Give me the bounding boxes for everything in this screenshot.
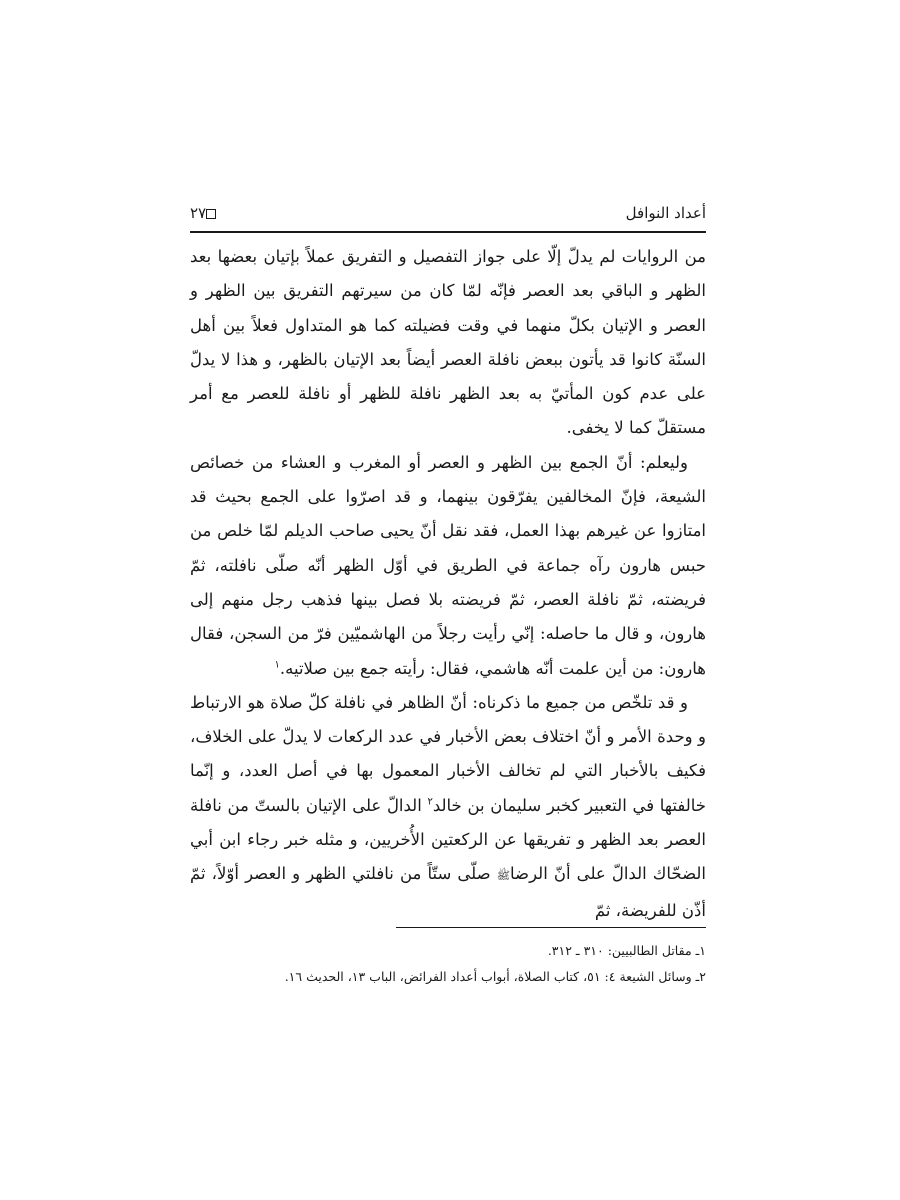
paragraph-3-text-b: الدالّ على الإتيان بالستّ من نافلة العصر بعد الظهر و تفريقها عن الركعتين الأُخريين، و مثله خبر رجاء ابن أبي الضحّاك الدالّ على أنّ الرضا (190, 795, 706, 884)
footnote-1: ١ـ مقاتل الطالبيين: ٣١٠ ـ ٣١٢. (547, 943, 706, 958)
paragraph-2 (190, 446, 706, 686)
running-title: أعداد النوافل (625, 204, 706, 222)
paragraph-3 (190, 686, 706, 928)
footnote-2: ٢ـ وسائل الشيعة ٤: ٥١، كتاب الصلاة، أبواب أعداد الفرائض، الباب ١٣، الحديث ١٦. (284, 969, 706, 984)
page-number-block (190, 204, 222, 222)
footnotes (190, 938, 706, 990)
page-header (190, 198, 706, 228)
footnote-ref-2: ٢ (427, 796, 433, 808)
paragraph-3-text-c: صلّى ستّاً من نافلتي الظهر و العصر أوّلاً، ثمّ أذّن للفريضة، ثمّ (190, 864, 706, 920)
header-rule (190, 231, 706, 233)
footnote-ref-1: ١ (274, 659, 280, 671)
paragraph-3-text-a: و قد تلخّص من جميع ما ذكرناه: أنّ الظاهر في نافلة كلّ صلاة هو الارتباط و وحدة الأمر و أنّ اختلاف بعض الأخبار في عدد الركعات لا يدلّ على الخلاف، فكيف بالأخبار التي لم تخالف الأخبار المعمول بها في أصل العدد، و إنّما خالفتها في التعبير كخبر سليمان بن خالد (190, 692, 706, 815)
square-bullet-icon (206, 209, 216, 219)
paragraph-2-text: وليعلم: أنّ الجمع بين الظهر و العصر أو المغرب و العشاء من خصائص الشيعة، فإنّ المخالفين يفرّقون بينهما، و قد اصرّوا على الجمع بحيث قد امتازوا عن غيرهم بهذا العمل، فقد نقل أنّ يحيى صاحب الديلم لمّا خلص من حبس هارون رآه جماعة في الطريق في أوّل الظهر أنّه صلّى نافلته، ثمّ فريضته، ثمّ نافلة العصر، ثمّ فريضته بلا فصل بينها فذهب رجل منهم إلى هارون، و قال ما حاصله: إنّي رأيت رجلاً من الهاشميّين فرّ من السجن، فقال هارون: من أين علمت أنّه هاشمي، فقال: رأيته جمع بين صلاتيه. (190, 452, 706, 678)
footnote-rule (396, 927, 706, 928)
main-text (190, 240, 706, 928)
paragraph-1: من الروايات لم يدلّ إلّا على جواز التفصيل و التفريق عملاً بإتيان بعضها بعد الظهر و الباقي بعد العصر فإنّه لمّا كان من سيرتهم التفريق بين الظهر و العصر و الإتيان بكلّ منهما في وقت فضيلته كما هو المتداول فعلاً بين أهل السنّة كانوا قد يأتون ببعض نافلة العصر أيضاً بعد الإتيان بالظهر، و هذا لا يدلّ على عدم كون المأتيّ به بعد الظهر نافلة للظهر أو نافلة للعصر مع أمر مستقلّ كما لا يخفى. (190, 247, 706, 438)
honorific-glyph: ﷺ (496, 869, 511, 883)
page-number: ٢٧ (190, 204, 207, 222)
